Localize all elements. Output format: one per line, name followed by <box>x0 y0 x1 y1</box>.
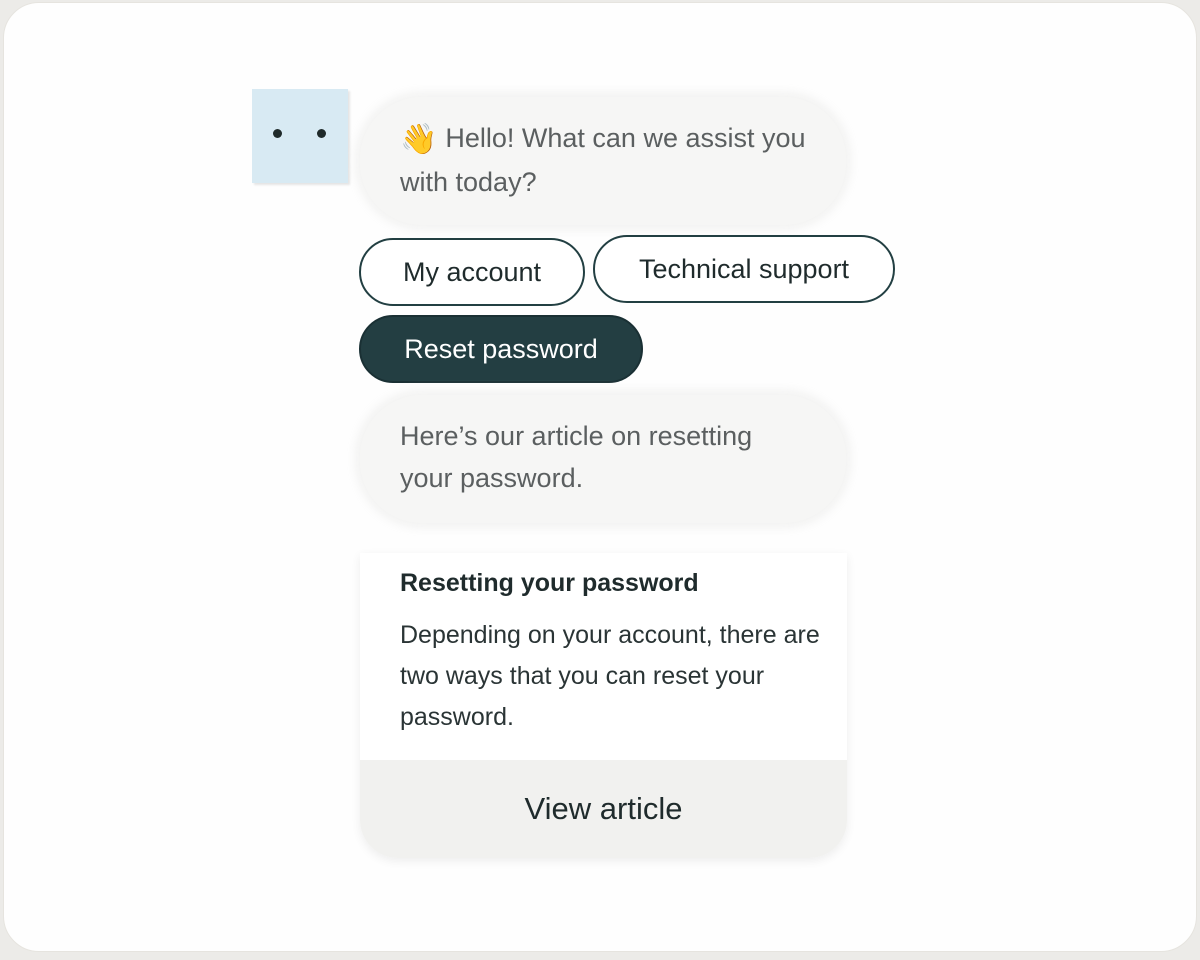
avatar-right-eye <box>317 129 326 138</box>
response-message-text: Here’s our article on resetting your password. <box>400 421 753 493</box>
response-message-bubble <box>360 395 846 523</box>
bot-avatar <box>252 89 348 183</box>
view-article-button[interactable]: View article <box>360 760 847 858</box>
quick-reply-reset-password[interactable]: Reset password <box>359 315 643 383</box>
quick-reply-technical-support[interactable]: Technical support <box>593 235 895 303</box>
quick-reply-my-account[interactable]: My account <box>359 238 585 306</box>
waving-hand-icon: 👋 <box>400 123 438 156</box>
avatar-left-eye <box>273 129 282 138</box>
article-card <box>360 553 847 858</box>
article-title: Resetting your password <box>400 569 699 597</box>
article-summary: Depending on your account, there are two ways that you can reset your password. <box>400 621 820 731</box>
greeting-message-bubble <box>360 97 846 225</box>
chat-window <box>3 2 1197 952</box>
greeting-message-text: Hello! What can we assist you with today? <box>400 123 806 197</box>
